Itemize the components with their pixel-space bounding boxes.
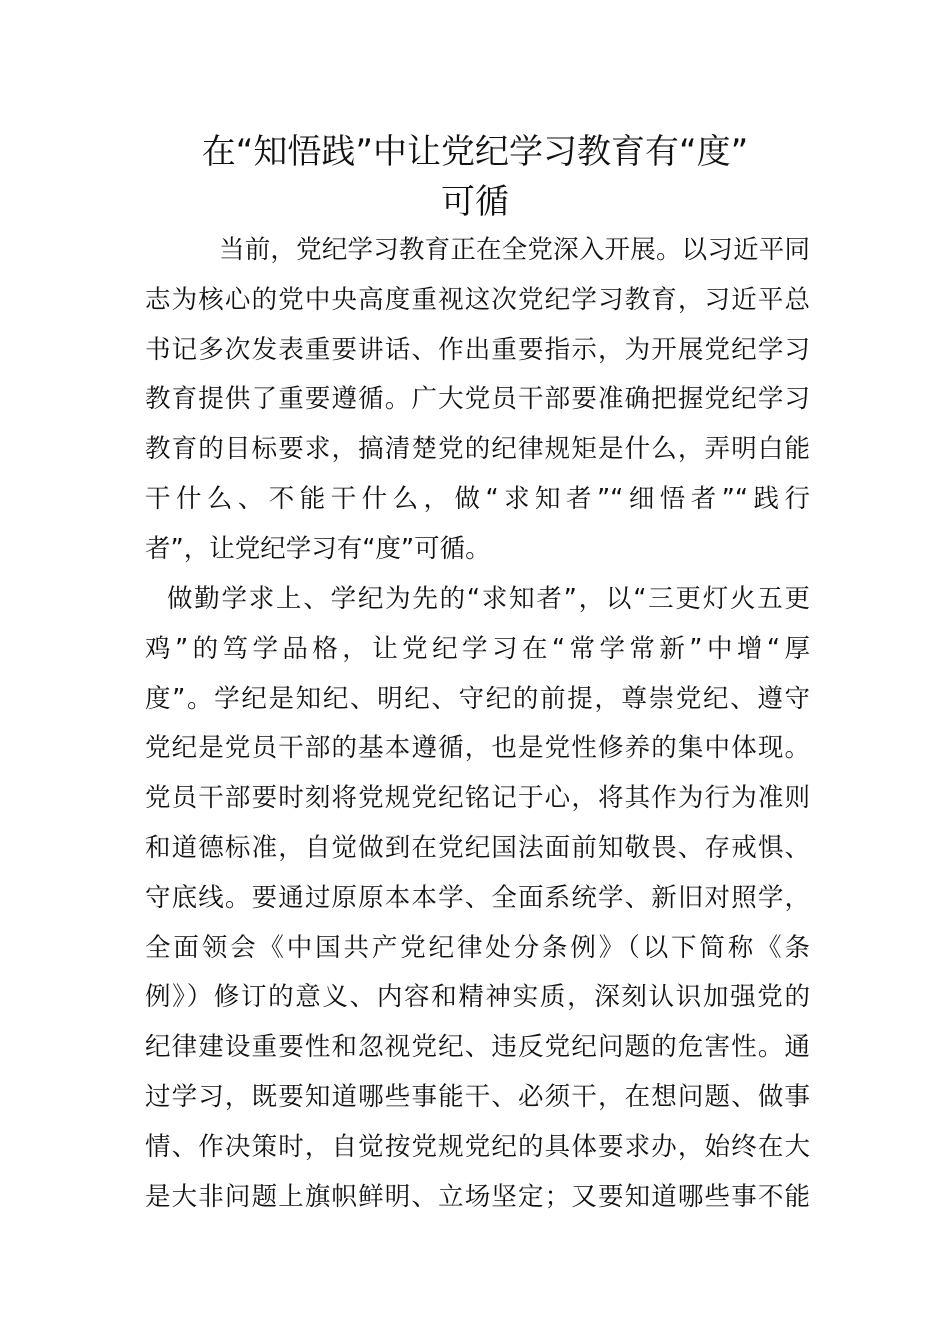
paragraph-2-line-6: 和道德标准，自觉做到在党纪国法面前知敬畏、存戒惧、 [145, 832, 810, 863]
paragraph-1 [145, 226, 810, 575]
paragraph-2-line-13: 是大非问题上旗帜鲜明、立场坚定；又要知道哪些事不能 [145, 1181, 810, 1212]
paragraph-2-line-3: 度”。学纪是知纪、明纪、守纪的前提，尊崇党纪、遵守 [145, 683, 810, 714]
paragraph-2-line-1: 做勤学求上、学纪为先的“求知者”，以“三更灯火五更 [167, 584, 810, 614]
paragraph-1-line-2: 志为核心的党中央高度重视这次党纪学习教育，习近平总 [145, 284, 810, 315]
paragraph-2-line-9: 例》）修订的意义、内容和精神实质，深刻认识加强党的 [145, 982, 810, 1013]
paragraph-2-line-4: 党纪是党员干部的基本遵循，也是党性修养的集中体现。 [145, 733, 810, 764]
paragraph-2-line-7: 守底线。要通过原原本本学、全面系统学、新旧对照学， [145, 882, 810, 913]
paragraph-2-line-2: 鸡”的笃学品格，让党纪学习在“常学常新”中增“厚 [145, 633, 810, 664]
paragraph-1-line-5: 教育的目标要求，搞清楚党的纪律规矩是什么，弄明白能 [145, 434, 810, 465]
paragraph-1-line-4: 教育提供了重要遵循。广大党员干部要准确把握党纪学习 [145, 384, 810, 415]
paragraph-2-line-5: 党员干部要时刻将党规党纪铭记于心，将其作为行为准则 [145, 783, 810, 814]
paragraph-2-line-10: 纪律建设重要性和忽视党纪、违反党纪问题的危害性。通 [145, 1032, 810, 1063]
document-title-line-2: 可循 [441, 182, 509, 222]
paragraph-2-line-8: 全面领会《中国共产党纪律处分条例》（以下简称《条 [145, 932, 810, 963]
paragraph-1-line-3: 书记多次发表重要讲话、作出重要指示，为开展党纪学习 [145, 334, 810, 365]
paragraph-2-line-11: 过学习，既要知道哪些事能干、必须干，在想问题、做事 [145, 1081, 810, 1112]
paragraph-1-line-7: 者”，让党纪学习有“度”可循。 [145, 533, 491, 564]
document-title-line-1: 在“知悟践”中让党纪学习教育有“度” [201, 132, 749, 172]
paragraph-1-line-6: 干什么、不能干什么，做“求知者”“细悟者”“践行 [145, 483, 810, 514]
paragraph-2 [145, 575, 810, 1222]
paragraph-1-line-1: 当前，党纪学习教育正在全党深入开展。以习近平同 [219, 235, 810, 265]
paragraph-2-line-12: 情、作决策时，自觉按党规党纪的具体要求办，始终在大 [145, 1131, 810, 1162]
